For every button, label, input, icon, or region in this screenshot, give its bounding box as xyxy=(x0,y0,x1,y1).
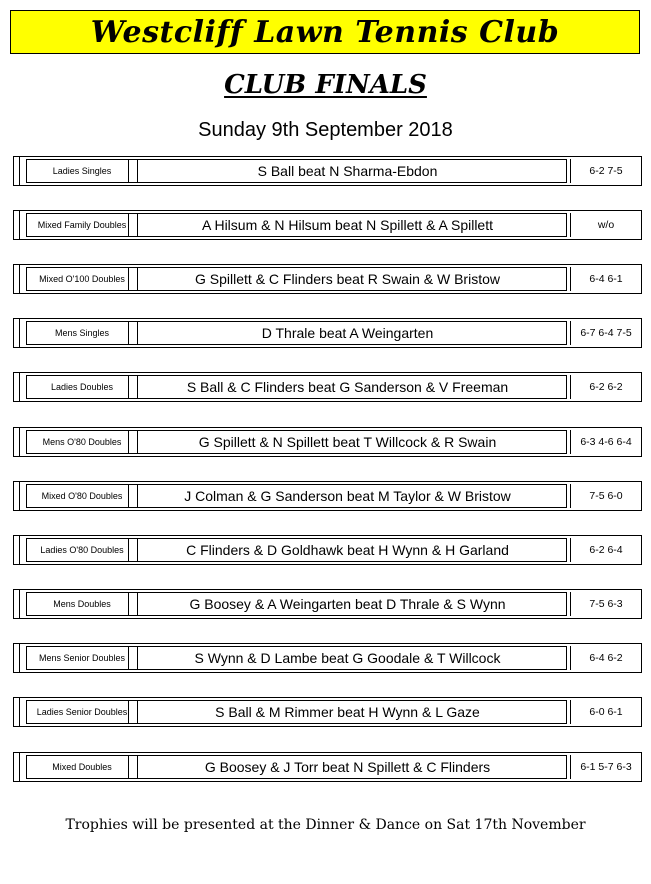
result-row xyxy=(13,156,642,186)
match-score: 6-3 4-6 6-4 xyxy=(570,430,641,454)
row-divider xyxy=(19,644,20,672)
row-divider xyxy=(19,428,20,456)
row-divider xyxy=(19,590,20,618)
result-row xyxy=(13,643,642,673)
match-result: S Wynn & D Lambe beat G Goodale & T Willcock xyxy=(128,646,567,670)
match-score: w/o xyxy=(570,213,641,237)
match-result: S Ball & C Flinders beat G Sanderson & V Freeman xyxy=(128,375,567,399)
result-row xyxy=(13,697,642,727)
event-name: Mens O'80 Doubles xyxy=(26,430,138,454)
row-divider xyxy=(19,265,20,293)
row-divider xyxy=(19,157,20,185)
match-score: 7-5 6-3 xyxy=(570,592,641,616)
result-row xyxy=(13,318,642,348)
match-score: 7-5 6-0 xyxy=(570,484,641,508)
event-name: Mixed Family Doubles xyxy=(26,213,138,237)
event-name: Ladies Senior Doubles xyxy=(26,700,138,724)
match-score: 6-2 7-5 xyxy=(570,159,641,183)
result-row xyxy=(13,427,642,457)
match-result: A Hilsum & N Hilsum beat N Spillett & A Spillett xyxy=(128,213,567,237)
event-name: Mens Senior Doubles xyxy=(26,646,138,670)
event-name: Mens Doubles xyxy=(26,592,138,616)
event-name: Mixed O'80 Doubles xyxy=(26,484,138,508)
match-score: 6-4 6-1 xyxy=(570,267,641,291)
match-score: 6-1 5-7 6-3 xyxy=(570,755,641,779)
result-row xyxy=(13,372,642,402)
match-score: 6-0 6-1 xyxy=(570,700,641,724)
page-subtitle: CLUB FINALS xyxy=(224,70,427,100)
footer-note: Trophies will be presented at the Dinner & Dance on Sat 17th November xyxy=(65,817,586,833)
match-result: J Colman & G Sanderson beat M Taylor & W Bristow xyxy=(128,484,567,508)
row-divider xyxy=(19,753,20,781)
event-name: Ladies Doubles xyxy=(26,375,138,399)
match-result: G Boosey & A Weingarten beat D Thrale & S Wynn xyxy=(128,592,567,616)
match-score: 6-2 6-2 xyxy=(570,375,641,399)
event-name: Mens Singles xyxy=(26,321,138,345)
result-row xyxy=(13,752,642,782)
event-name: Mixed Doubles xyxy=(26,755,138,779)
match-score: 6-4 6-2 xyxy=(570,646,641,670)
match-result: S Ball & M Rimmer beat H Wynn & L Gaze xyxy=(128,700,567,724)
result-row xyxy=(13,481,642,511)
event-name: Ladies Singles xyxy=(26,159,138,183)
match-result: D Thrale beat A Weingarten xyxy=(128,321,567,345)
match-result: G Boosey & J Torr beat N Spillett & C Flinders xyxy=(128,755,567,779)
row-divider xyxy=(19,698,20,726)
match-result: C Flinders & D Goldhawk beat H Wynn & H Garland xyxy=(128,538,567,562)
row-divider xyxy=(19,536,20,564)
result-row xyxy=(13,589,642,619)
row-divider xyxy=(19,211,20,239)
result-row xyxy=(13,210,642,240)
club-name-banner: Westcliff Lawn Tennis Club xyxy=(10,10,640,54)
match-score: 6-7 6-4 7-5 xyxy=(570,321,641,345)
result-row xyxy=(13,264,642,294)
result-row xyxy=(13,535,642,565)
match-score: 6-2 6-4 xyxy=(570,538,641,562)
row-divider xyxy=(19,482,20,510)
row-divider xyxy=(19,319,20,347)
event-name: Mixed O'100 Doubles xyxy=(26,267,138,291)
event-date: Sunday 9th September 2018 xyxy=(198,119,453,141)
event-name: Ladies O'80 Doubles xyxy=(26,538,138,562)
match-result: S Ball beat N Sharma-Ebdon xyxy=(128,159,567,183)
match-result: G Spillett & C Flinders beat R Swain & W Bristow xyxy=(128,267,567,291)
match-result: G Spillett & N Spillett beat T Willcock & R Swain xyxy=(128,430,567,454)
row-divider xyxy=(19,373,20,401)
